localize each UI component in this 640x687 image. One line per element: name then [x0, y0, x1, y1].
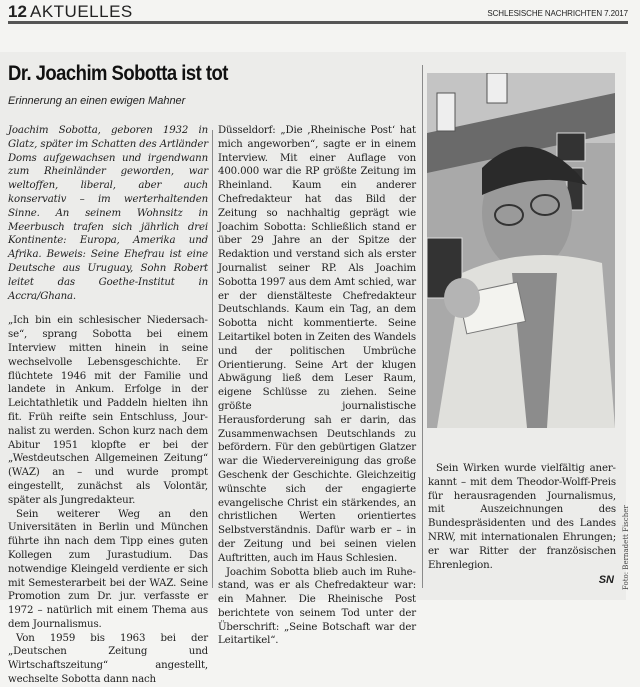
paragraph: „Ich bin ein schlesischer Niedersachse“, sprang Sobotta bei einem Interview mitten hinein in seine wechselvolle Lebensgeschichte. Er flüchtete 1946 mit der Familie und landete in Ankum. Erfolge in der Leichtathletik und Paddeln hielten ihn fit. Früh reifte sein Entschluss, Journalist zu werden. Schon kurz nach dem Abitur 1951 klopfte er bei der „Westdeutschen Allgemeinen Zeitung“ (WAZ) an – und wurde prompt eingestellt, zunächst als Volontär, später als Jungredakteur. [8, 315, 208, 506]
publication-issue: SCHLESISCHE NACHRICHTEN 7.2017 [487, 9, 628, 18]
article-headline: Dr. Joachim Sobotta ist tot [8, 62, 228, 85]
author-signature: SN [598, 574, 614, 586]
section-title: AKTUELLES [30, 2, 133, 21]
paragraph: Sein weiterer Weg an den Universitäten in Berlin und München führte ihn nach dem Tipp eines guten Kollegen zum Jurastudium. Das notwendige Kleingeld verdiente er sich mit Semesterarbeit bei der WAZ. Seine Promotion zum Dr. jur. verfasste er 1972 – natürlich mit einem Thema aus dem Journalismus. [8, 508, 208, 630]
article-subheadline: Erinnerung an einen ewigen Mahner [8, 95, 186, 107]
photo-credit: Foto: Bernadett Fischer [622, 505, 630, 590]
paragraph: Joachim Sobotta blieb auch im Ruhestand, was er als Chefredakteur war: ein Mahner. Die Rheinische Post berichtete von seinem Tod unter der Überschrift: „Seine Botschaft war der Leitartikel“. [218, 566, 416, 647]
column-divider [212, 130, 213, 588]
column-1 [8, 124, 208, 687]
column-2 [218, 124, 416, 648]
portrait-photo [427, 73, 615, 428]
photo-image-icon [427, 73, 615, 428]
paragraph: Düsseldorf: „Die ‚Rheinische Post‘ hat mich angeworben“, sagte er in einem Interview. Mit einer Auflage von 400.000 war die RP größte Zeitung im Rheinland. Kaum ein anderer Chefredakteur hat das Bild der Zeitung so nachhaltig geprägt wie Joachim Sobotta: Schließlich stand er über 29 Jahre an der Spitze der Redaktion und verstand sich als erster Journalist seiner RP. Als Joachim Sobotta 1997 aus dem Amt schied, war er der dienstälteste Chefredakteur Deutschlands. Kaum ein Tag, an dem Sobotta nicht kommentierte. Seine Leitartikel boten in Zeiten des Wandels und der politischen Umbrüche Orientierung. Seine Art der klugen Abwägung ließ dem Leser Raum, eigene Schlüsse zu ziehen. Seine größte journalistische Herausforderung sah er darin, das Zusammenwachsen Deutschlands zu befördern. Für den gebürtigen Glatzer war die Wiedervereinigung das große Geschenk der Geschichte. Gleichzeitig wünschte sich der engagierte evangelische Christ ein stärkendes, an christlichen Werten orientiertes Selbstverständnis. Dafür warb er – in der Zeitung und bei seinen vielen Auftritten, auch im Haus Schlesien. [218, 125, 416, 564]
paragraph: Von 1959 bis 1963 bei der „Deutschen Zeitung und Wirtschaftszeitung“ angestellt, wechselte Sobotta dann nach [8, 632, 208, 686]
masthead-rule [8, 21, 628, 24]
column-3 [428, 462, 616, 572]
page-number: 12 [8, 2, 27, 21]
column-divider [422, 65, 423, 588]
article-lead: Joachim Sobotta, geboren 1932 in Glatz, später im Schatten des Artländer Doms aufgewachsen und irgendwann zum Rheinländer geworden, war weltoffen, liberal, aber auch konservativ – im werterhaltenden Sinne. An seinem Wohnsitz in Meerbusch trafen sich jährlich drei Kontinente: Europa, Amerika und Afrika. Beweis: Seine Ehefrau ist eine Deutsche aus Uruguay, Sohn Robert leitet das Goethe-Institut in Accra/Ghana. [8, 125, 208, 302]
paragraph: Sein Wirken wurde vielfältig anerkannt – mit dem Theodor-Wolff-Preis für herausragenden Journalismus, mit Auszeichnungen des Bundespräsidenten und des Landes NRW, mit internationalen Ehrungen; er war Ritter der französischen Ehrenlegion. [428, 463, 616, 571]
